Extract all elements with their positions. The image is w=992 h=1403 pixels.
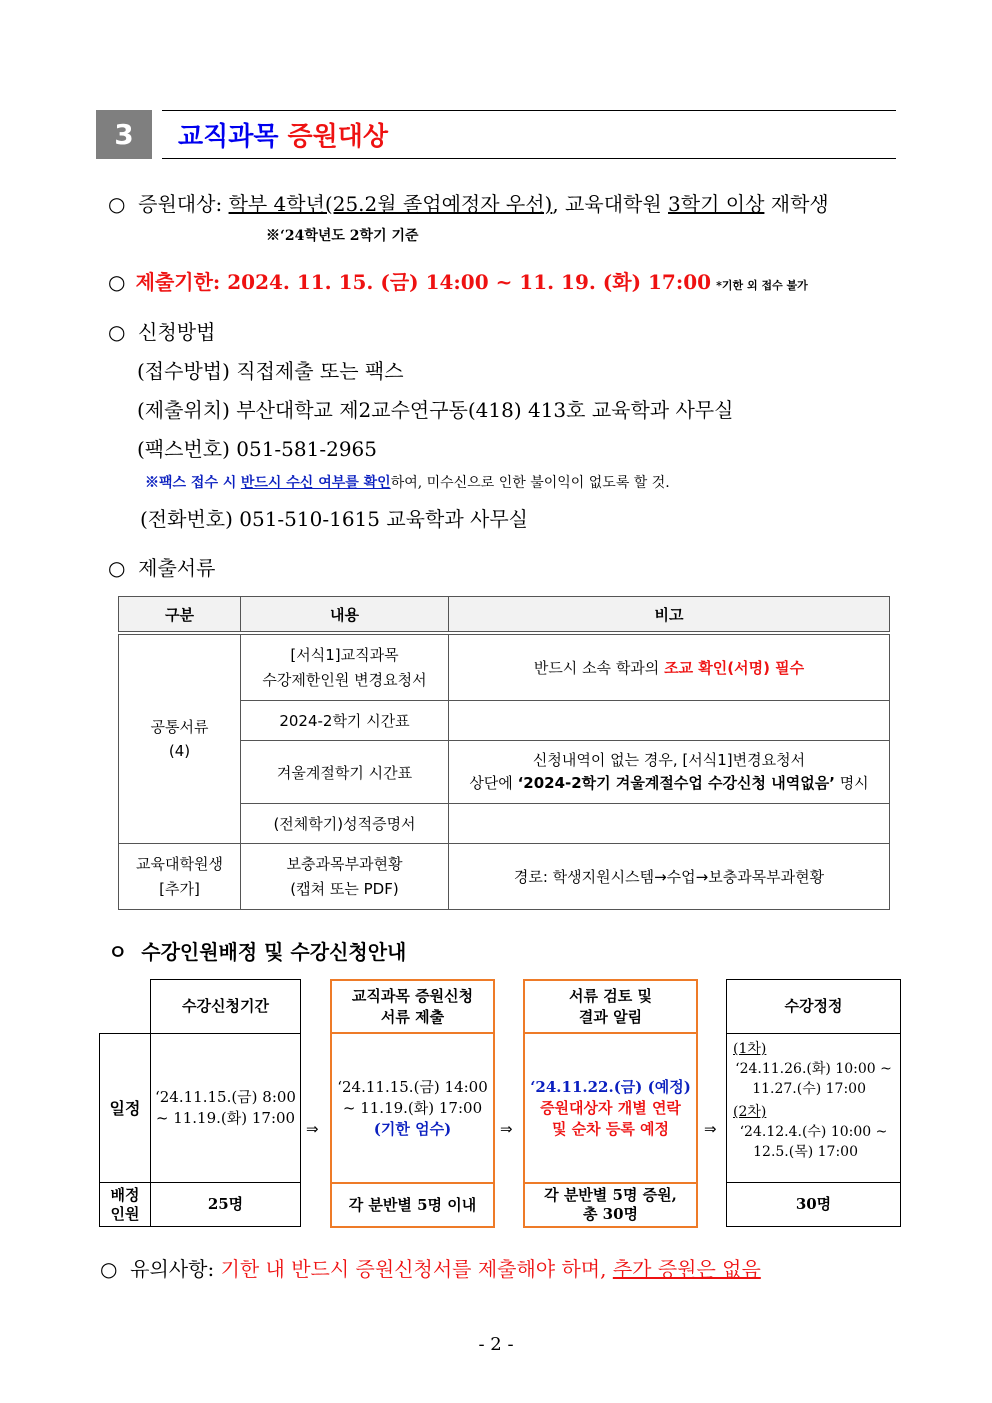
documents-table bbox=[118, 596, 890, 910]
common-docs-cell bbox=[119, 635, 241, 844]
target-line bbox=[108, 188, 829, 217]
fax-note-a: ※팩스 접수 시 bbox=[145, 475, 237, 491]
grad-label-b: [추가] bbox=[159, 879, 200, 898]
col3-head-a: 서류 검토 및 bbox=[569, 986, 652, 1005]
col4-r1-label: (1차) bbox=[733, 1041, 767, 1057]
row5-content-a: 보충과목부과현황 bbox=[286, 854, 403, 873]
target-undergrad: 학부 4학년(25.2월 졸업예정자 우선) bbox=[228, 192, 553, 216]
table-header-category: 구분 bbox=[119, 597, 241, 632]
header-rule-bottom bbox=[162, 158, 896, 159]
row3-content: 겨울계절학기 시간표 bbox=[241, 741, 449, 804]
grad-label-a: 교육대학원생 bbox=[136, 854, 223, 873]
row3-note-c: ‘2024-2학기 겨울계절수업 수강신청 내역없음’ bbox=[517, 774, 835, 792]
col3-alloc-a: 각 분반별 5명 증원, bbox=[544, 1186, 677, 1204]
method-heading bbox=[108, 316, 215, 345]
row5-content-b: (캡쳐 또는 PDF) bbox=[290, 879, 399, 898]
arrow-icon: ⇒ bbox=[704, 1120, 717, 1138]
fax-note-b: 반드시 수신 여부를 확인 bbox=[240, 475, 391, 491]
table-header-content: 내용 bbox=[241, 597, 449, 632]
alloc-label-a: 배정 bbox=[110, 1185, 140, 1204]
common-docs-count: (4) bbox=[168, 742, 191, 760]
row-label-schedule: 일정 bbox=[99, 1033, 151, 1183]
deadline-note: *기한 외 접수 불가 bbox=[716, 279, 808, 292]
row1-content-a: [서식1]교직과목 bbox=[290, 645, 399, 664]
row3-note-b: 상단에 bbox=[469, 774, 513, 792]
col1-schedule bbox=[150, 1033, 301, 1183]
col2-body-b: ~ 11.19.(화) 17:00 bbox=[342, 1098, 483, 1117]
col2-head-b: 서류 제출 bbox=[380, 1007, 445, 1026]
schedule-heading bbox=[108, 936, 406, 965]
section-title-part1: 교직과목 bbox=[178, 122, 279, 152]
page-number: - 2 - bbox=[478, 1334, 514, 1355]
row5-note: 경로: 학생지원시스템→수업→보충과목부과현황 bbox=[449, 844, 890, 910]
method-receipt: (접수방법) 직접제출 또는 팩스 bbox=[137, 359, 404, 383]
bullet-icon: ○ bbox=[108, 192, 126, 216]
method-location: (제출위치) 부산대학교 제2교수연구동(418) 413호 교육학과 사무실 bbox=[137, 398, 734, 422]
row2-note bbox=[449, 701, 890, 741]
row1-note-b: 조교 확인(서명) 필수 bbox=[664, 659, 805, 677]
row1-note bbox=[449, 635, 890, 701]
bullet-icon: ○ bbox=[108, 270, 126, 294]
col1-body-b: ~ 11.19.(화) 17:00 bbox=[155, 1109, 296, 1127]
col4-schedule bbox=[726, 1033, 901, 1183]
deadline-text: 제출기한: 2024. 11. 15. (금) 14:00 ~ 11. 19. (화) 17:00 bbox=[135, 270, 712, 294]
target-semester: 3학기 이상 bbox=[668, 192, 765, 216]
table-row bbox=[119, 635, 890, 701]
col2-allocation: 각 분반별 5명 이내 bbox=[330, 1182, 495, 1228]
col4-header: 수강정정 bbox=[726, 979, 901, 1034]
caution-text-b: 추가 증원은 없음 bbox=[612, 1257, 761, 1281]
target-note: ※‘24학년도 2학기 기준 bbox=[266, 228, 419, 244]
alloc-label-b: 인원 bbox=[110, 1204, 140, 1223]
arrow-icon: ⇒ bbox=[500, 1120, 513, 1138]
row-label-allocation bbox=[99, 1182, 151, 1227]
col4-r1-a: ‘24.11.26.(화) 10:00 ~ bbox=[735, 1061, 892, 1077]
table-row bbox=[119, 844, 890, 910]
section-number: 3 bbox=[96, 110, 152, 159]
schedule-title: 수강인원배정 및 수강신청안내 bbox=[141, 940, 407, 964]
table-header-note: 비고 bbox=[449, 597, 890, 632]
target-end: 재학생 bbox=[770, 192, 829, 216]
bullet-icon: ㅇ bbox=[108, 940, 128, 964]
row3-note-d: 명시 bbox=[839, 774, 869, 792]
docs-title: 제출서류 bbox=[138, 556, 216, 580]
row1-content bbox=[241, 635, 449, 701]
col4-r2-a: ‘24.12.4.(수) 10:00 ~ bbox=[739, 1124, 888, 1140]
arrow-icon: ⇒ bbox=[306, 1120, 319, 1138]
caution-line bbox=[100, 1253, 761, 1282]
method-fax: (팩스번호) 051-581-2965 bbox=[137, 437, 378, 461]
col3-schedule bbox=[523, 1032, 698, 1184]
caution-label: 유의사항: bbox=[130, 1257, 215, 1281]
deadline-line bbox=[108, 266, 808, 295]
row3-note bbox=[449, 741, 890, 804]
col3-alloc-b: 총 30명 bbox=[582, 1205, 639, 1223]
col3-body-c: 및 순차 등록 예정 bbox=[551, 1119, 670, 1138]
col3-header bbox=[523, 979, 698, 1034]
fax-note-c: 하여, 미수신으로 인한 불이익이 없도록 할 것. bbox=[390, 475, 670, 491]
row1-note-a: 반드시 소속 학과의 bbox=[533, 659, 660, 677]
col2-body-a: ‘24.11.15.(금) 14:00 bbox=[337, 1077, 488, 1096]
target-mid: , 교육대학원 bbox=[552, 192, 662, 216]
method-title: 신청방법 bbox=[138, 320, 216, 344]
col4-allocation: 30명 bbox=[726, 1182, 901, 1227]
target-label: 증원대상: bbox=[138, 192, 223, 216]
row2-content: 2024-2학기 시간표 bbox=[241, 701, 449, 741]
method-phone: (전화번호) 051-510-1615 교육학과 사무실 bbox=[140, 507, 528, 531]
row5-content bbox=[241, 844, 449, 910]
grad-label-cell bbox=[119, 844, 241, 910]
row4-content: (전체학기)성적증명서 bbox=[241, 804, 449, 844]
section-title bbox=[178, 116, 388, 153]
common-docs-label: 공통서류 bbox=[150, 718, 209, 736]
col1-header: 수강신청기간 bbox=[150, 979, 301, 1034]
col2-header bbox=[330, 979, 495, 1034]
col3-allocation bbox=[523, 1182, 698, 1228]
fax-note bbox=[145, 472, 670, 492]
col4-r2-b: 12.5.(목) 17:00 bbox=[753, 1144, 858, 1160]
docs-heading bbox=[108, 552, 215, 581]
col1-body-a: ‘24.11.15.(금) 8:00 bbox=[155, 1088, 296, 1106]
col2-body-c: (기한 엄수) bbox=[373, 1119, 452, 1138]
col4-r1-b: 11.27.(수) 17:00 bbox=[752, 1081, 866, 1097]
col1-allocation: 25명 bbox=[150, 1182, 301, 1227]
bullet-icon: ○ bbox=[108, 556, 126, 580]
caution-text-a: 기한 내 반드시 증원신청서를 제출해야 하며, bbox=[220, 1257, 607, 1281]
col2-schedule bbox=[330, 1032, 495, 1184]
bullet-icon: ○ bbox=[100, 1257, 118, 1281]
col3-body-b: 증원대상자 개별 연락 bbox=[540, 1098, 681, 1117]
row4-note bbox=[449, 804, 890, 844]
header-rule-top bbox=[162, 110, 896, 111]
section-title-part2: 증원대상 bbox=[287, 122, 388, 152]
col2-head-a: 교직과목 증원신청 bbox=[351, 986, 474, 1005]
bullet-icon: ○ bbox=[108, 320, 126, 344]
row1-content-b: 수강제한인원 변경요청서 bbox=[262, 670, 427, 689]
row3-note-a: 신청내역이 없는 경우, [서식1]변경요청서 bbox=[532, 751, 806, 769]
col3-head-b: 결과 알림 bbox=[578, 1007, 643, 1026]
col4-r2-label: (2차) bbox=[733, 1104, 767, 1120]
col3-body-a: ‘24.11.22.(금) (예정) bbox=[530, 1077, 691, 1096]
